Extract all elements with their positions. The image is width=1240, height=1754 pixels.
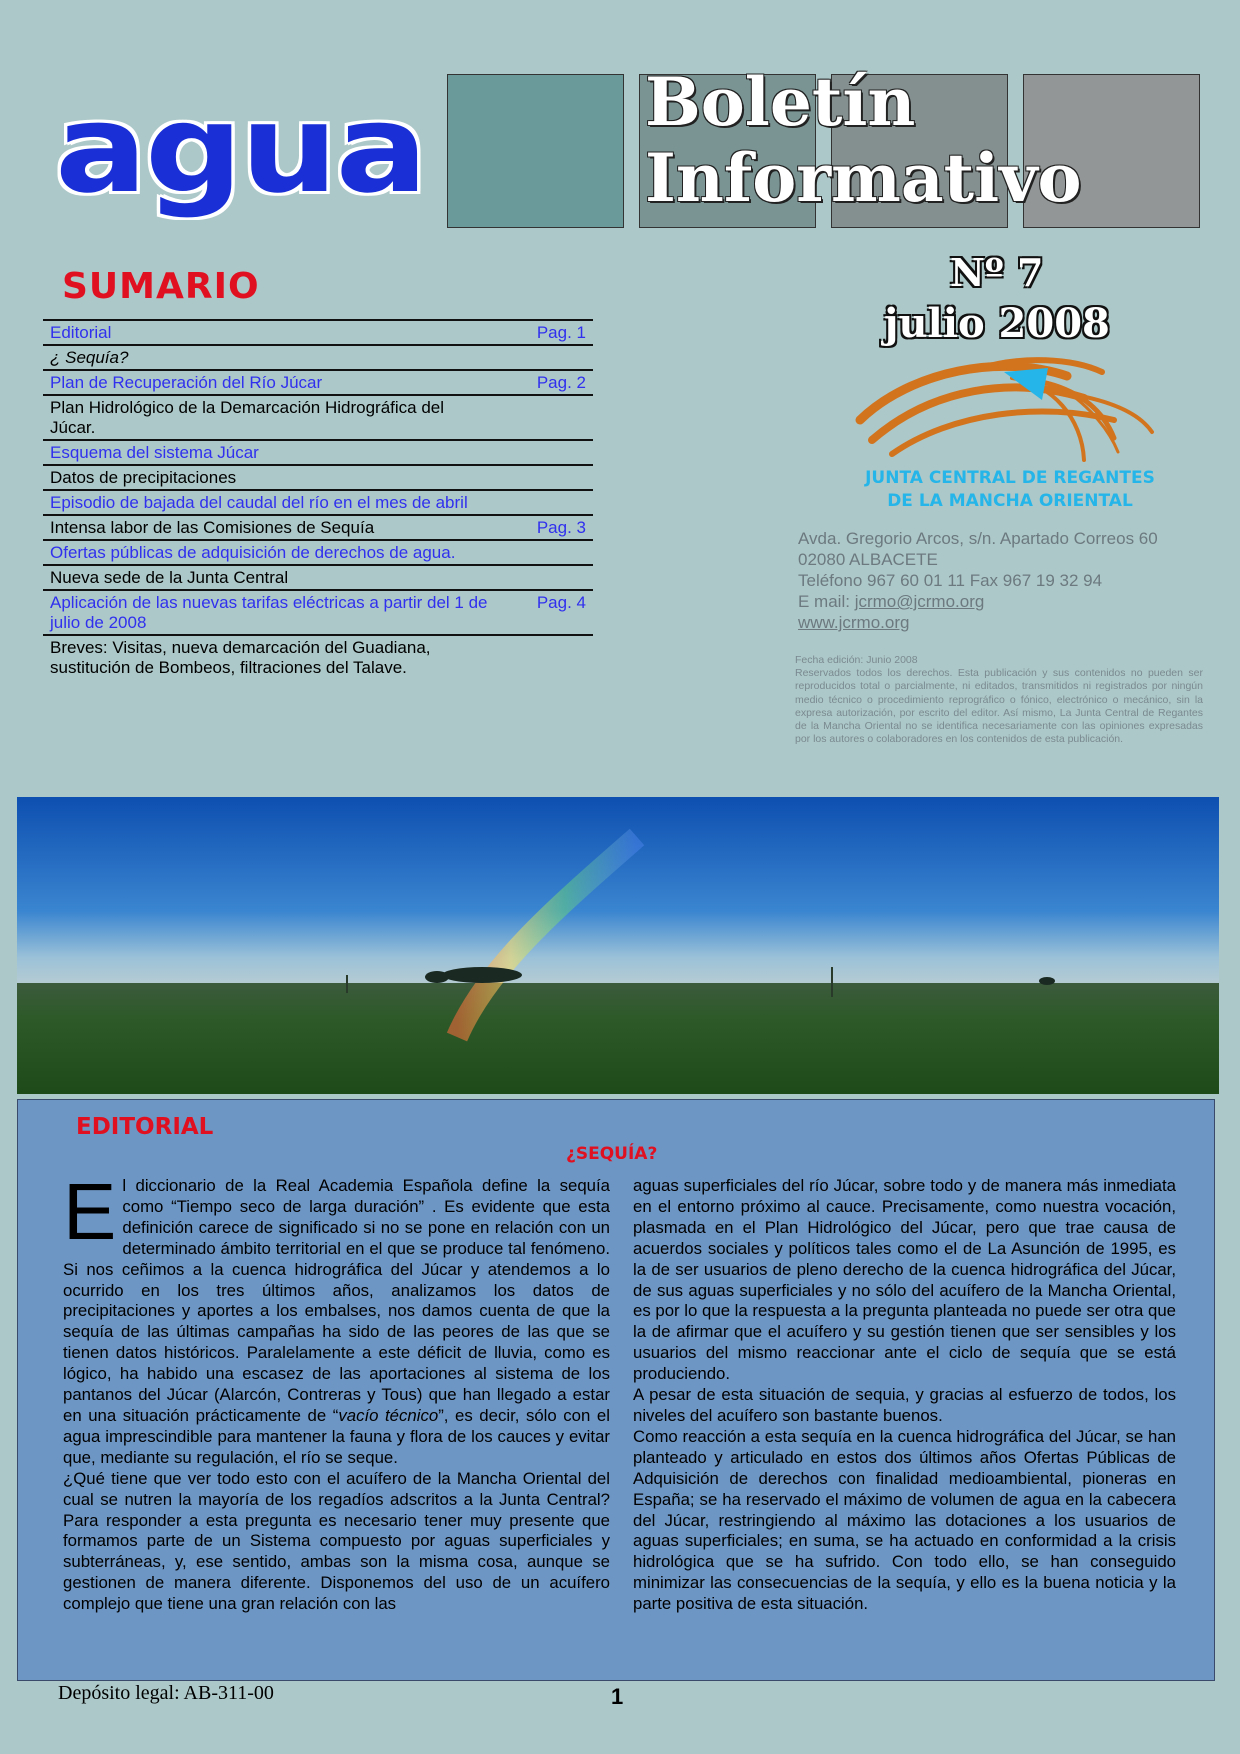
masthead-square-1 <box>447 74 624 228</box>
editorial-column-2 <box>633 1176 1176 1615</box>
editorial-italic: vacío técnico <box>338 1405 439 1425</box>
editorial-paragraph: aguas superficiales del río Júcar, sobre todo y de manera más inmediata en el entorno próximo al cauce. Precisamente, como nuestra vocación, plasmada en el Plan Hidrológico del Júcar, pero que trae causa de acuerdos sociales y políticos tales como el de La Asunción de 1995, es la de ser usuarios de pleno derecho de la cuenca hidrográfica del Júcar, de sus aguas superficiales y no sólo del acuífero de la Mancha Oriental, es por lo que la respuesta a la pregunta planteada no puede ser otra que la de afirmar que el acuífero y su gestión tienen que ser sensibles y los usuarios del mismo reaccionar ante el ciclo de sequía que se está produciendo. <box>633 1176 1176 1384</box>
sumario-item-text: Episodio de bajada del caudal del río en el mes de abril <box>50 493 468 512</box>
sumario-item-text: ¿ Sequía? <box>50 348 129 367</box>
address-line2: 02080 ALBACETE <box>798 550 938 569</box>
sumario-item[interactable] <box>43 319 593 344</box>
sumario-item[interactable] <box>43 514 593 539</box>
page-number: 1 <box>611 1684 624 1709</box>
sumario-item-text: Esquema del sistema Júcar <box>50 443 259 462</box>
sumario-item[interactable] <box>43 589 593 634</box>
cover-photo <box>17 797 1219 1094</box>
editorial-paragraph: A pesar de esta situación de sequia, y gracias al esfuerzo de todos, los niveles del acuífero son bastante buenos. <box>633 1385 1176 1425</box>
sumario-item[interactable] <box>43 539 593 564</box>
organization-logo-icon <box>852 348 1162 466</box>
sumario-item-text: Breves: Visitas, nueva demarcación del Guadiana, sustitución de Bombeos, filtraciones del Talave. <box>50 638 431 677</box>
editorial-paragraph: Como reacción a esta sequía en la cuenca hidrográfica del Júcar, se han planteado y articulado en estos dos últimos años Ofertas Públicas de Adquisición de derechos con finalidad medioambiental, pioneras en España; se ha reservado el máximo de volumen de agua en la cabecera del Júcar, restringiendo al máximo las dotaciones a los usuarios de aguas superficiales; en suma, se ha actuado en conformidad a la crisis hidrológica que se ha sufrido. Con todo ello, se han conseguido minimizar las consecuencias de la sequía, y ello es la buena noticia y la parte positiva de esta situación. <box>633 1426 1176 1614</box>
editorial-paragraph <box>63 1167 610 1469</box>
drop-cap: E <box>63 1167 117 1256</box>
sumario-item-page: Pag. 4 <box>536 593 586 612</box>
sumario-item-text: Plan de Recuperación del Río Júcar <box>50 373 323 392</box>
legal-deposit: Depósito legal: AB-311-00 <box>58 1682 274 1704</box>
sumario-item-page: Pag. 3 <box>536 518 586 537</box>
sumario-item[interactable] <box>43 464 593 489</box>
editorial-text: l diccionario de la Real Academia Española define la sequía como “Tiempo seco de larga duración” . Es evidente que esta definición carece de significado si no se pone en relación con un determinado ámbito territorial en el que se produce tal fenómeno. Si nos ceñimos a la cuenca hidrográfica del Júcar y atendemos a lo ocurrido en los tres últimos años, analizamos los datos de precipitaciones y aportes a los embalses, nos damos cuenta de que la sequía de las últimas campañas ha sido de las peores de las que se tienen datos históricos. Paralelamente a este déficit de lluvia, como es lógico, ha habido una escasez de las aportaciones al sistema de los pantanos del Júcar (Alarcón, Contreras y Tous) que han llegado a estar en una situación prácticamente de “ <box>63 1176 610 1425</box>
email-label: E mail: <box>798 592 855 611</box>
issue-number: Nº 7 <box>950 250 1044 295</box>
sumario-item[interactable] <box>43 344 593 369</box>
sumario-item-page: Pag. 2 <box>536 373 586 392</box>
sumario-item[interactable] <box>43 439 593 464</box>
agua-logo: agua <box>55 78 426 220</box>
contact-block <box>798 528 1158 633</box>
rights-notice: Reservados todos los derechos. Esta publicación y sus contenidos no pueden ser reproducidos total o parcialmente, ni editados, transmitidos ni registrados por ningún medio técnico o procedimiento reprográfico o fónico, electrónico o mecánico, sin la expresa autorización, por escrito del editor. Así mismo, La Junta Central de Regantes de la Mancha Oriental no se identifica necesariamente con las opiniones expresadas por los autores o colaboradores en los contenidos de esta publicación. <box>795 667 1203 746</box>
organization-name-line1: JUNTA CENTRAL DE REGANTES <box>865 468 1155 488</box>
website-link[interactable]: www.jcrmo.org <box>798 613 910 632</box>
sumario-item-page: Pag. 1 <box>536 323 586 342</box>
bulletin-title-line1: Boletín <box>645 63 916 141</box>
sumario-item-text: Nueva sede de la Junta Central <box>50 568 289 587</box>
editorial-subheading: ¿SEQUÍA? <box>566 1144 658 1164</box>
address-line1: Avda. Gregorio Arcos, s/n. Apartado Correos 60 <box>798 529 1158 548</box>
edition-date: Fecha edición: Junio 2008 <box>795 654 918 666</box>
sumario-item-text: Editorial <box>50 323 112 342</box>
editorial-text: ”, es decir, sólo con el agua imprescindible para mantener la fauna y flora de los cauces y evitar que, mediante su regulación, el río se seque. <box>63 1405 610 1467</box>
sumario-list <box>43 319 593 679</box>
issue-date: julio 2008 <box>884 300 1110 347</box>
email-row <box>798 591 1158 612</box>
organization-name <box>840 467 1180 513</box>
sumario-item[interactable] <box>43 634 593 679</box>
editorial-heading: EDITORIAL <box>76 1114 214 1140</box>
sumario-item[interactable] <box>43 564 593 589</box>
sumario-item-text: Intensa labor de las Comisiones de Sequía <box>50 518 375 537</box>
bulletin-title <box>645 64 1082 216</box>
bulletin-title-line2: Informativo <box>645 139 1082 217</box>
sumario-title: SUMARIO <box>62 266 260 307</box>
sumario-item-text: Aplicación de las nuevas tarifas eléctricas a partir del 1 de julio de 2008 <box>50 593 488 632</box>
sumario-item-text: Datos de precipitaciones <box>50 468 237 487</box>
editorial-column-1 <box>63 1167 610 1615</box>
sumario-item[interactable] <box>43 489 593 514</box>
sumario-item[interactable] <box>43 394 593 439</box>
sumario-item[interactable] <box>43 369 593 394</box>
sumario-item-text: Ofertas públicas de adquisición de derechos de agua. <box>50 543 456 562</box>
editorial-paragraph: ¿Qué tiene que ver todo esto con el acuífero de la Mancha Oriental del cual se nutren la mayoría de los regadíos adscritos a la Junta Central? Para responder a esta pregunta es necesario tener muy presente que formamos parte de un Sistema compuesto por aguas superficiales y subterráneas, y, ese sentido, ambas son la misma cosa, aunque se gestionen de manera diferente. Disponemos del uso de un acuífero complejo que tiene una gran relación con las <box>63 1468 610 1614</box>
phone-fax: Teléfono 967 60 01 11 Fax 967 19 32 94 <box>798 571 1103 590</box>
legal-notice <box>795 654 1203 746</box>
sumario-item-text: Plan Hidrológico de la Demarcación Hidrográfica del Júcar. <box>50 398 445 437</box>
organization-name-line2: DE LA MANCHA ORIENTAL <box>887 491 1133 511</box>
email-link[interactable]: jcrmo@jcrmo.org <box>854 592 985 611</box>
